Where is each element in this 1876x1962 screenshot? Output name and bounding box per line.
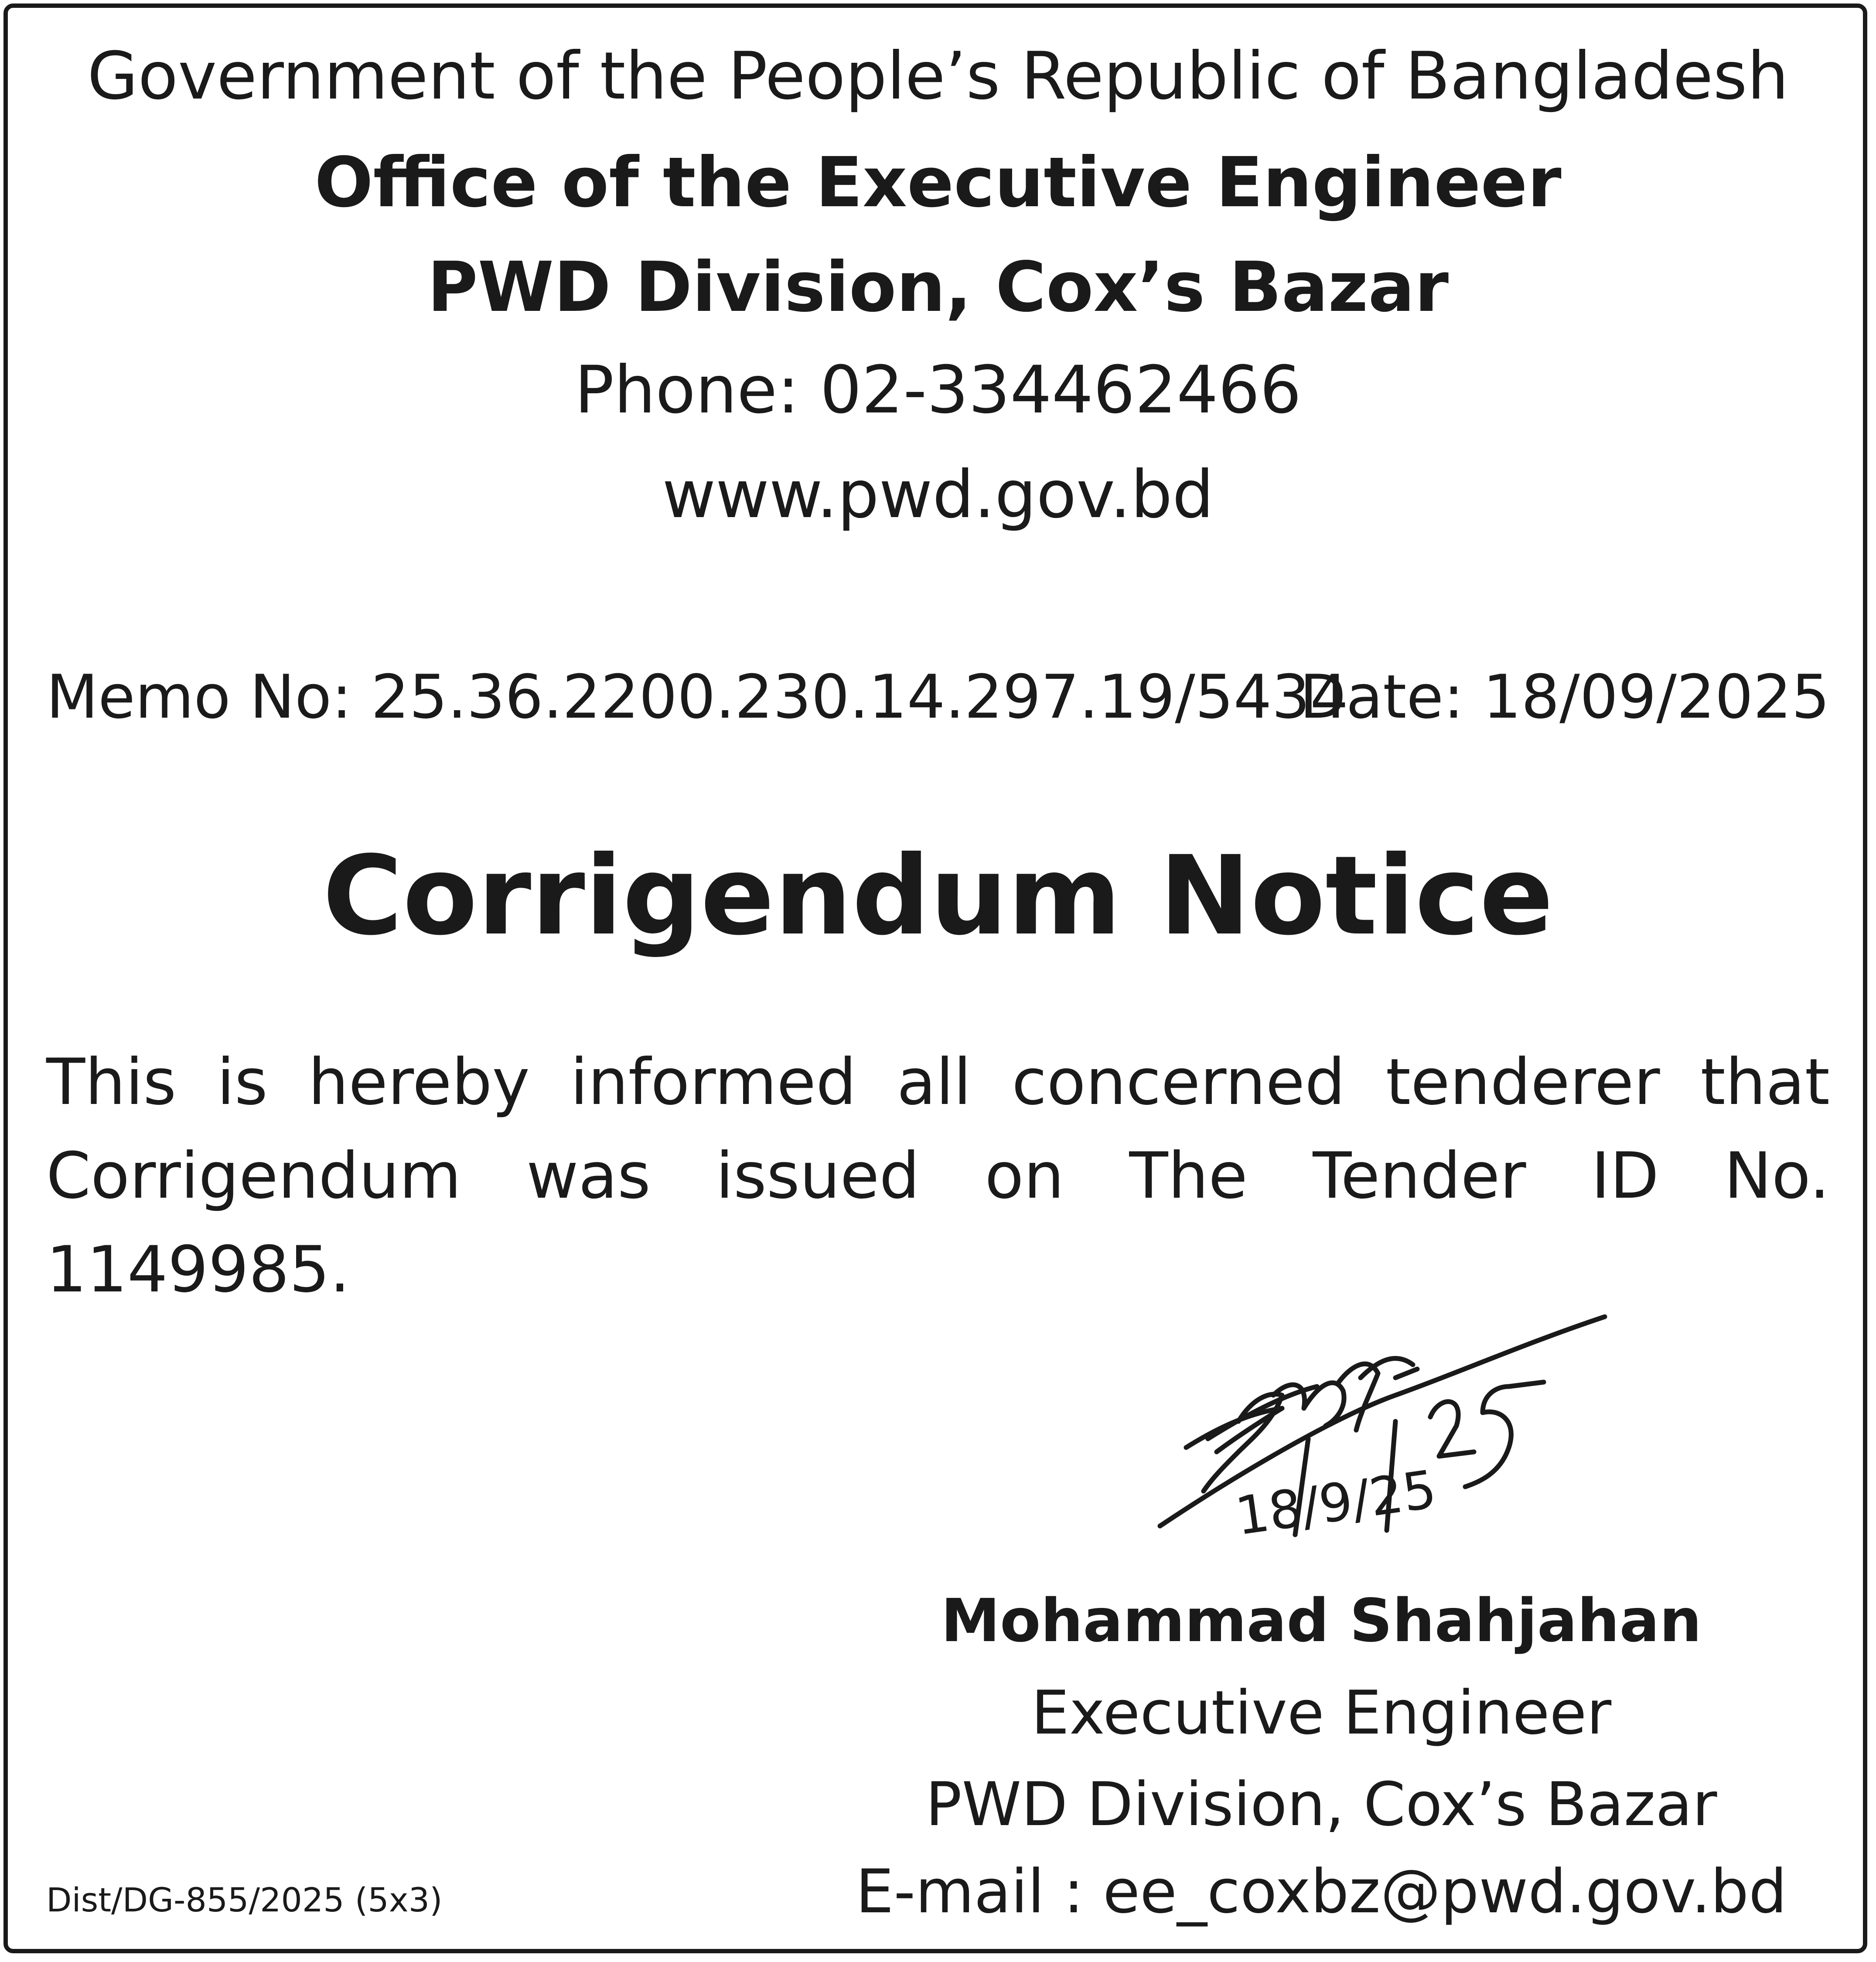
phone-number: Phone: 02-334462466 xyxy=(574,352,1302,428)
website-link[interactable]: www.pwd.gov.bd xyxy=(662,457,1214,533)
handwritten-signature xyxy=(1151,1308,1631,1578)
office-heading: Office of the Executive Engineer xyxy=(314,143,1562,223)
division-heading: PWD Division, Cox’s Bazar xyxy=(427,247,1449,327)
distribution-code: Dist/DG-855/2025 (5x3) xyxy=(46,1880,443,1919)
memo-date: Date: 18/09/2025 xyxy=(1300,662,1830,732)
signatory-division: PWD Division, Cox’s Bazar xyxy=(925,1769,1717,1839)
handwritten-date: 18/9/25 xyxy=(1231,1459,1440,1547)
notice-title: Corrigendum Notice xyxy=(322,832,1554,959)
signatory-name: Mohammad Shahjahan xyxy=(941,1587,1702,1655)
memo-number: Memo No: 25.36.2200.230.14.297.19/5434 xyxy=(46,662,1349,732)
government-heading: Government of the People’s Republic of Bangladesh xyxy=(87,38,1789,114)
signatory-email[interactable]: E-mail : ee_coxbz@pwd.gov.bd xyxy=(856,1856,1787,1927)
signatory-designation: Executive Engineer xyxy=(1031,1678,1612,1748)
notice-body: This is hereby informed all concerned tenderer that Corrigendum was issued on The Tender ID No. 1149985. xyxy=(46,1045,1830,1307)
